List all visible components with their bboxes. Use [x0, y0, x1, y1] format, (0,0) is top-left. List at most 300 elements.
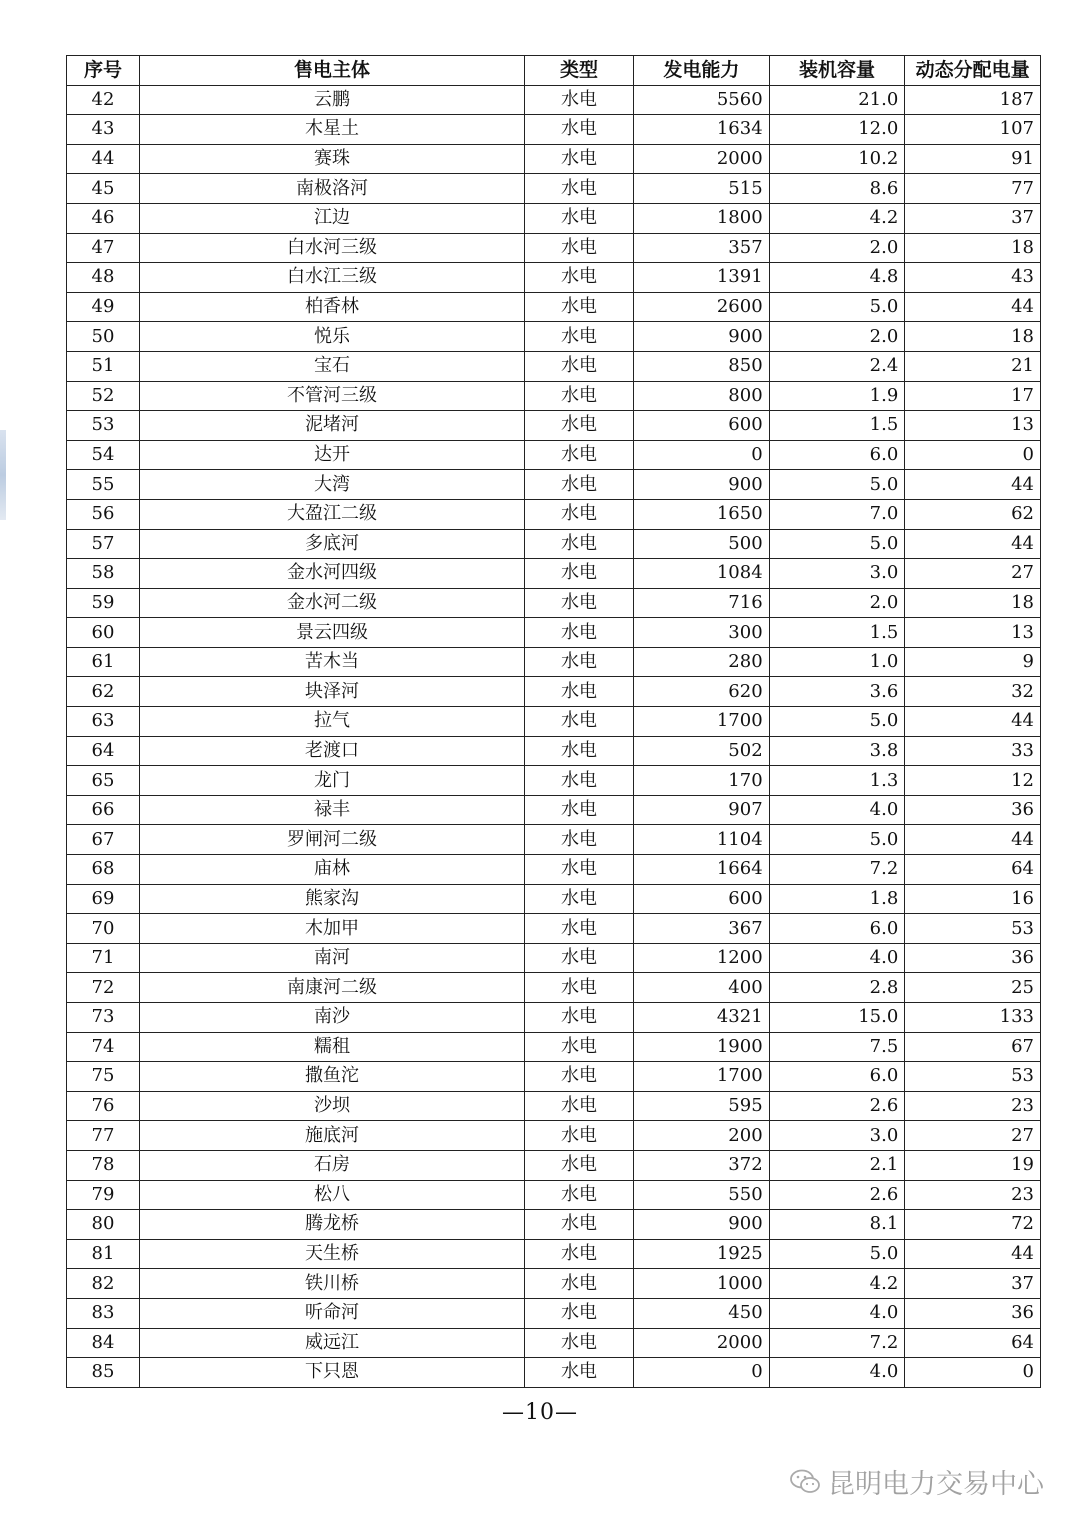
cell-type: 水电	[525, 884, 634, 914]
header-capacity: 装机容量	[769, 56, 905, 86]
cell-capability: 0	[634, 1358, 770, 1388]
cell-capability: 367	[634, 914, 770, 944]
cell-allocation: 18	[905, 233, 1041, 263]
cell-allocation: 27	[905, 1121, 1041, 1151]
cell-allocation: 36	[905, 1298, 1041, 1328]
cell-capability: 1664	[634, 855, 770, 885]
cell-capacity: 8.6	[769, 174, 905, 204]
cell-no: 68	[67, 855, 140, 885]
cell-allocation: 36	[905, 943, 1041, 973]
cell-name: 白水江三级	[140, 263, 525, 293]
cell-name: 施底河	[140, 1121, 525, 1151]
cell-name: 庙林	[140, 855, 525, 885]
cell-capability: 2600	[634, 292, 770, 322]
table-row	[67, 381, 1041, 411]
cell-name: 熊家沟	[140, 884, 525, 914]
cell-type: 水电	[525, 115, 634, 145]
cell-capability: 500	[634, 529, 770, 559]
cell-capability: 2000	[634, 144, 770, 174]
table-row	[67, 855, 1041, 885]
cell-name: 铁川桥	[140, 1269, 525, 1299]
table-header-row	[67, 56, 1041, 86]
cell-name: 不管河三级	[140, 381, 525, 411]
table-row	[67, 1150, 1041, 1180]
cell-capability: 850	[634, 351, 770, 381]
cell-capacity: 3.6	[769, 677, 905, 707]
header-type: 类型	[525, 56, 634, 86]
cell-no: 51	[67, 351, 140, 381]
cell-no: 79	[67, 1180, 140, 1210]
cell-allocation: 72	[905, 1210, 1041, 1240]
cell-capacity: 10.2	[769, 144, 905, 174]
cell-capacity: 12.0	[769, 115, 905, 145]
cell-capacity: 5.0	[769, 707, 905, 737]
cell-no: 61	[67, 647, 140, 677]
cell-capacity: 5.0	[769, 470, 905, 500]
cell-allocation: 91	[905, 144, 1041, 174]
cell-capability: 300	[634, 618, 770, 648]
cell-capacity: 1.0	[769, 647, 905, 677]
cell-capacity: 2.0	[769, 233, 905, 263]
cell-no: 72	[67, 973, 140, 1003]
cell-type: 水电	[525, 766, 634, 796]
cell-capacity: 3.0	[769, 559, 905, 589]
cell-allocation: 18	[905, 588, 1041, 618]
allocation-table	[66, 55, 1041, 1388]
cell-capability: 5560	[634, 85, 770, 115]
cell-capacity: 21.0	[769, 85, 905, 115]
cell-type: 水电	[525, 1358, 634, 1388]
cell-name: 听命河	[140, 1298, 525, 1328]
cell-capability: 400	[634, 973, 770, 1003]
table-row	[67, 1032, 1041, 1062]
cell-name: 泥堵河	[140, 411, 525, 441]
cell-capacity: 2.0	[769, 588, 905, 618]
cell-allocation: 21	[905, 351, 1041, 381]
cell-no: 50	[67, 322, 140, 352]
table-row	[67, 914, 1041, 944]
cell-capability: 600	[634, 411, 770, 441]
cell-no: 83	[67, 1298, 140, 1328]
cell-type: 水电	[525, 381, 634, 411]
cell-capability: 550	[634, 1180, 770, 1210]
table-row	[67, 1210, 1041, 1240]
cell-allocation: 44	[905, 825, 1041, 855]
cell-capability: 450	[634, 1298, 770, 1328]
cell-capacity: 1.8	[769, 884, 905, 914]
cell-no: 58	[67, 559, 140, 589]
cell-type: 水电	[525, 1269, 634, 1299]
cell-name: 宝石	[140, 351, 525, 381]
cell-name: 江边	[140, 203, 525, 233]
cell-capacity: 1.9	[769, 381, 905, 411]
cell-allocation: 43	[905, 263, 1041, 293]
cell-name: 禄丰	[140, 795, 525, 825]
cell-allocation: 67	[905, 1032, 1041, 1062]
cell-allocation: 17	[905, 381, 1041, 411]
cell-capacity: 2.1	[769, 1150, 905, 1180]
cell-type: 水电	[525, 677, 634, 707]
table-row	[67, 144, 1041, 174]
cell-name: 沙坝	[140, 1091, 525, 1121]
cell-no: 56	[67, 499, 140, 529]
cell-no: 52	[67, 381, 140, 411]
cell-capability: 502	[634, 736, 770, 766]
table-row	[67, 85, 1041, 115]
cell-type: 水电	[525, 1298, 634, 1328]
table-row	[67, 559, 1041, 589]
cell-capacity: 6.0	[769, 440, 905, 470]
cell-allocation: 27	[905, 559, 1041, 589]
cell-capability: 2000	[634, 1328, 770, 1358]
cell-no: 42	[67, 85, 140, 115]
cell-allocation: 44	[905, 470, 1041, 500]
cell-allocation: 9	[905, 647, 1041, 677]
table-row	[67, 1269, 1041, 1299]
cell-name: 下只恩	[140, 1358, 525, 1388]
cell-name: 柏香林	[140, 292, 525, 322]
cell-capacity: 7.0	[769, 499, 905, 529]
cell-no: 45	[67, 174, 140, 204]
cell-allocation: 44	[905, 292, 1041, 322]
cell-capacity: 4.0	[769, 795, 905, 825]
cell-name: 大湾	[140, 470, 525, 500]
cell-no: 65	[67, 766, 140, 796]
cell-type: 水电	[525, 499, 634, 529]
table-row	[67, 411, 1041, 441]
cell-type: 水电	[525, 263, 634, 293]
table-row	[67, 470, 1041, 500]
table-row	[67, 1003, 1041, 1033]
cell-name: 金水河四级	[140, 559, 525, 589]
cell-name: 云鹏	[140, 85, 525, 115]
cell-no: 55	[67, 470, 140, 500]
cell-type: 水电	[525, 736, 634, 766]
cell-no: 84	[67, 1328, 140, 1358]
cell-type: 水电	[525, 618, 634, 648]
table-row	[67, 529, 1041, 559]
cell-allocation: 187	[905, 85, 1041, 115]
cell-type: 水电	[525, 855, 634, 885]
cell-name: 木加甲	[140, 914, 525, 944]
cell-name: 腾龙桥	[140, 1210, 525, 1240]
table-row	[67, 115, 1041, 145]
cell-type: 水电	[525, 1239, 634, 1269]
cell-capacity: 2.6	[769, 1180, 905, 1210]
cell-name: 景云四级	[140, 618, 525, 648]
cell-capability: 900	[634, 470, 770, 500]
table-row	[67, 1239, 1041, 1269]
page-number: —10—	[502, 1400, 578, 1425]
table-row	[67, 707, 1041, 737]
cell-name: 木星土	[140, 115, 525, 145]
table-row	[67, 1328, 1041, 1358]
cell-capability: 357	[634, 233, 770, 263]
cell-name: 金水河二级	[140, 588, 525, 618]
cell-no: 64	[67, 736, 140, 766]
cell-capability: 716	[634, 588, 770, 618]
table-row	[67, 884, 1041, 914]
cell-type: 水电	[525, 322, 634, 352]
cell-allocation: 32	[905, 677, 1041, 707]
cell-capability: 900	[634, 322, 770, 352]
cell-capacity: 4.0	[769, 1358, 905, 1388]
cell-no: 67	[67, 825, 140, 855]
cell-allocation: 64	[905, 855, 1041, 885]
cell-name: 赛珠	[140, 144, 525, 174]
cell-capacity: 5.0	[769, 292, 905, 322]
cell-allocation: 13	[905, 618, 1041, 648]
cell-allocation: 33	[905, 736, 1041, 766]
cell-type: 水电	[525, 203, 634, 233]
table-body	[67, 85, 1041, 1387]
table-row	[67, 1180, 1041, 1210]
cell-name: 多底河	[140, 529, 525, 559]
cell-allocation: 0	[905, 440, 1041, 470]
table-row	[67, 203, 1041, 233]
cell-allocation: 0	[905, 1358, 1041, 1388]
cell-no: 63	[67, 707, 140, 737]
cell-capability: 4321	[634, 1003, 770, 1033]
cell-no: 70	[67, 914, 140, 944]
cell-capacity: 8.1	[769, 1210, 905, 1240]
cell-type: 水电	[525, 411, 634, 441]
table-row	[67, 499, 1041, 529]
header-capability: 发电能力	[634, 56, 770, 86]
cell-capacity: 6.0	[769, 914, 905, 944]
cell-name: 达开	[140, 440, 525, 470]
table-row	[67, 292, 1041, 322]
cell-type: 水电	[525, 85, 634, 115]
cell-type: 水电	[525, 795, 634, 825]
cell-allocation: 18	[905, 322, 1041, 352]
cell-no: 43	[67, 115, 140, 145]
cell-no: 81	[67, 1239, 140, 1269]
cell-capacity: 1.3	[769, 766, 905, 796]
cell-type: 水电	[525, 1180, 634, 1210]
cell-capacity: 5.0	[769, 1239, 905, 1269]
table-row	[67, 440, 1041, 470]
cell-capability: 1925	[634, 1239, 770, 1269]
table-row	[67, 351, 1041, 381]
cell-capability: 900	[634, 1210, 770, 1240]
wechat-icon	[790, 1469, 820, 1495]
cell-allocation: 25	[905, 973, 1041, 1003]
cell-no: 44	[67, 144, 140, 174]
cell-capability: 200	[634, 1121, 770, 1151]
cell-allocation: 16	[905, 884, 1041, 914]
table-row	[67, 766, 1041, 796]
cell-no: 73	[67, 1003, 140, 1033]
cell-allocation: 62	[905, 499, 1041, 529]
cell-allocation: 12	[905, 766, 1041, 796]
cell-capability: 620	[634, 677, 770, 707]
cell-name: 石房	[140, 1150, 525, 1180]
cell-type: 水电	[525, 559, 634, 589]
watermark-text: 昆明电力交易中心	[828, 1469, 1044, 1500]
table-row	[67, 1298, 1041, 1328]
cell-no: 57	[67, 529, 140, 559]
cell-type: 水电	[525, 1150, 634, 1180]
cell-no: 66	[67, 795, 140, 825]
cell-capacity: 2.8	[769, 973, 905, 1003]
cell-allocation: 44	[905, 707, 1041, 737]
cell-type: 水电	[525, 973, 634, 1003]
table-row	[67, 736, 1041, 766]
cell-type: 水电	[525, 351, 634, 381]
cell-name: 块泽河	[140, 677, 525, 707]
table-row	[67, 618, 1041, 648]
watermark	[790, 1462, 1044, 1501]
cell-type: 水电	[525, 647, 634, 677]
table-row	[67, 677, 1041, 707]
cell-no: 71	[67, 943, 140, 973]
table-row	[67, 1358, 1041, 1388]
cell-no: 59	[67, 588, 140, 618]
cell-type: 水电	[525, 440, 634, 470]
cell-name: 天生桥	[140, 1239, 525, 1269]
cell-capacity: 5.0	[769, 825, 905, 855]
cell-capacity: 6.0	[769, 1062, 905, 1092]
cell-capability: 1700	[634, 1062, 770, 1092]
cell-type: 水电	[525, 825, 634, 855]
cell-allocation: 53	[905, 914, 1041, 944]
cell-no: 62	[67, 677, 140, 707]
cell-capability: 1650	[634, 499, 770, 529]
cell-allocation: 44	[905, 529, 1041, 559]
table-row	[67, 943, 1041, 973]
cell-no: 76	[67, 1091, 140, 1121]
cell-no: 75	[67, 1062, 140, 1092]
cell-type: 水电	[525, 1210, 634, 1240]
cell-capability: 0	[634, 440, 770, 470]
cell-capability: 1700	[634, 707, 770, 737]
table-row	[67, 588, 1041, 618]
cell-type: 水电	[525, 1032, 634, 1062]
cell-allocation: 13	[905, 411, 1041, 441]
cell-allocation: 64	[905, 1328, 1041, 1358]
cell-capacity: 4.2	[769, 1269, 905, 1299]
cell-allocation: 53	[905, 1062, 1041, 1092]
cell-capability: 1634	[634, 115, 770, 145]
cell-no: 49	[67, 292, 140, 322]
cell-type: 水电	[525, 943, 634, 973]
cell-name: 南河	[140, 943, 525, 973]
header-allocation: 动态分配电量	[905, 56, 1041, 86]
cell-no: 69	[67, 884, 140, 914]
cell-name: 松八	[140, 1180, 525, 1210]
cell-capability: 1000	[634, 1269, 770, 1299]
cell-name: 大盈江二级	[140, 499, 525, 529]
cell-type: 水电	[525, 1328, 634, 1358]
cell-capacity: 1.5	[769, 618, 905, 648]
cell-allocation: 44	[905, 1239, 1041, 1269]
table-row	[67, 825, 1041, 855]
table-row	[67, 1062, 1041, 1092]
cell-capacity: 5.0	[769, 529, 905, 559]
cell-allocation: 37	[905, 203, 1041, 233]
cell-allocation: 77	[905, 174, 1041, 204]
cell-allocation: 107	[905, 115, 1041, 145]
cell-name: 南康河二级	[140, 973, 525, 1003]
cell-no: 85	[67, 1358, 140, 1388]
cell-allocation: 37	[905, 1269, 1041, 1299]
cell-no: 48	[67, 263, 140, 293]
cell-type: 水电	[525, 233, 634, 263]
cell-no: 77	[67, 1121, 140, 1151]
cell-allocation: 23	[905, 1180, 1041, 1210]
cell-type: 水电	[525, 144, 634, 174]
table-row	[67, 1121, 1041, 1151]
cell-type: 水电	[525, 174, 634, 204]
cell-no: 78	[67, 1150, 140, 1180]
cell-name: 老渡口	[140, 736, 525, 766]
table-row	[67, 233, 1041, 263]
table-row	[67, 322, 1041, 352]
cell-capability: 280	[634, 647, 770, 677]
cell-name: 撒鱼沱	[140, 1062, 525, 1092]
cell-no: 53	[67, 411, 140, 441]
cell-capability: 170	[634, 766, 770, 796]
cell-capability: 595	[634, 1091, 770, 1121]
cell-capability: 1391	[634, 263, 770, 293]
cell-no: 46	[67, 203, 140, 233]
cell-no: 80	[67, 1210, 140, 1240]
cell-name: 南极洛河	[140, 174, 525, 204]
scan-edge-mark	[0, 430, 6, 520]
header-name: 售电主体	[140, 56, 525, 86]
cell-capacity: 2.6	[769, 1091, 905, 1121]
table-row	[67, 973, 1041, 1003]
cell-allocation: 36	[905, 795, 1041, 825]
cell-allocation: 133	[905, 1003, 1041, 1033]
cell-capability: 600	[634, 884, 770, 914]
cell-name: 悦乐	[140, 322, 525, 352]
table-row	[67, 1091, 1041, 1121]
cell-capacity: 7.5	[769, 1032, 905, 1062]
cell-capacity: 4.8	[769, 263, 905, 293]
table-row	[67, 795, 1041, 825]
cell-name: 白水河三级	[140, 233, 525, 263]
cell-name: 南沙	[140, 1003, 525, 1033]
cell-capability: 1084	[634, 559, 770, 589]
cell-name: 拉气	[140, 707, 525, 737]
cell-type: 水电	[525, 588, 634, 618]
cell-name: 糯租	[140, 1032, 525, 1062]
cell-type: 水电	[525, 707, 634, 737]
cell-type: 水电	[525, 1003, 634, 1033]
cell-capability: 1104	[634, 825, 770, 855]
cell-no: 47	[67, 233, 140, 263]
cell-capability: 907	[634, 795, 770, 825]
cell-name: 威远江	[140, 1328, 525, 1358]
cell-no: 60	[67, 618, 140, 648]
cell-type: 水电	[525, 1091, 634, 1121]
cell-capacity: 4.0	[769, 1298, 905, 1328]
cell-type: 水电	[525, 529, 634, 559]
cell-capacity: 1.5	[769, 411, 905, 441]
cell-capability: 515	[634, 174, 770, 204]
table-row	[67, 263, 1041, 293]
cell-capability: 800	[634, 381, 770, 411]
cell-no: 54	[67, 440, 140, 470]
cell-capacity: 7.2	[769, 855, 905, 885]
cell-type: 水电	[525, 292, 634, 322]
cell-capacity: 4.0	[769, 943, 905, 973]
cell-allocation: 19	[905, 1150, 1041, 1180]
cell-type: 水电	[525, 1121, 634, 1151]
cell-name: 罗闸河二级	[140, 825, 525, 855]
